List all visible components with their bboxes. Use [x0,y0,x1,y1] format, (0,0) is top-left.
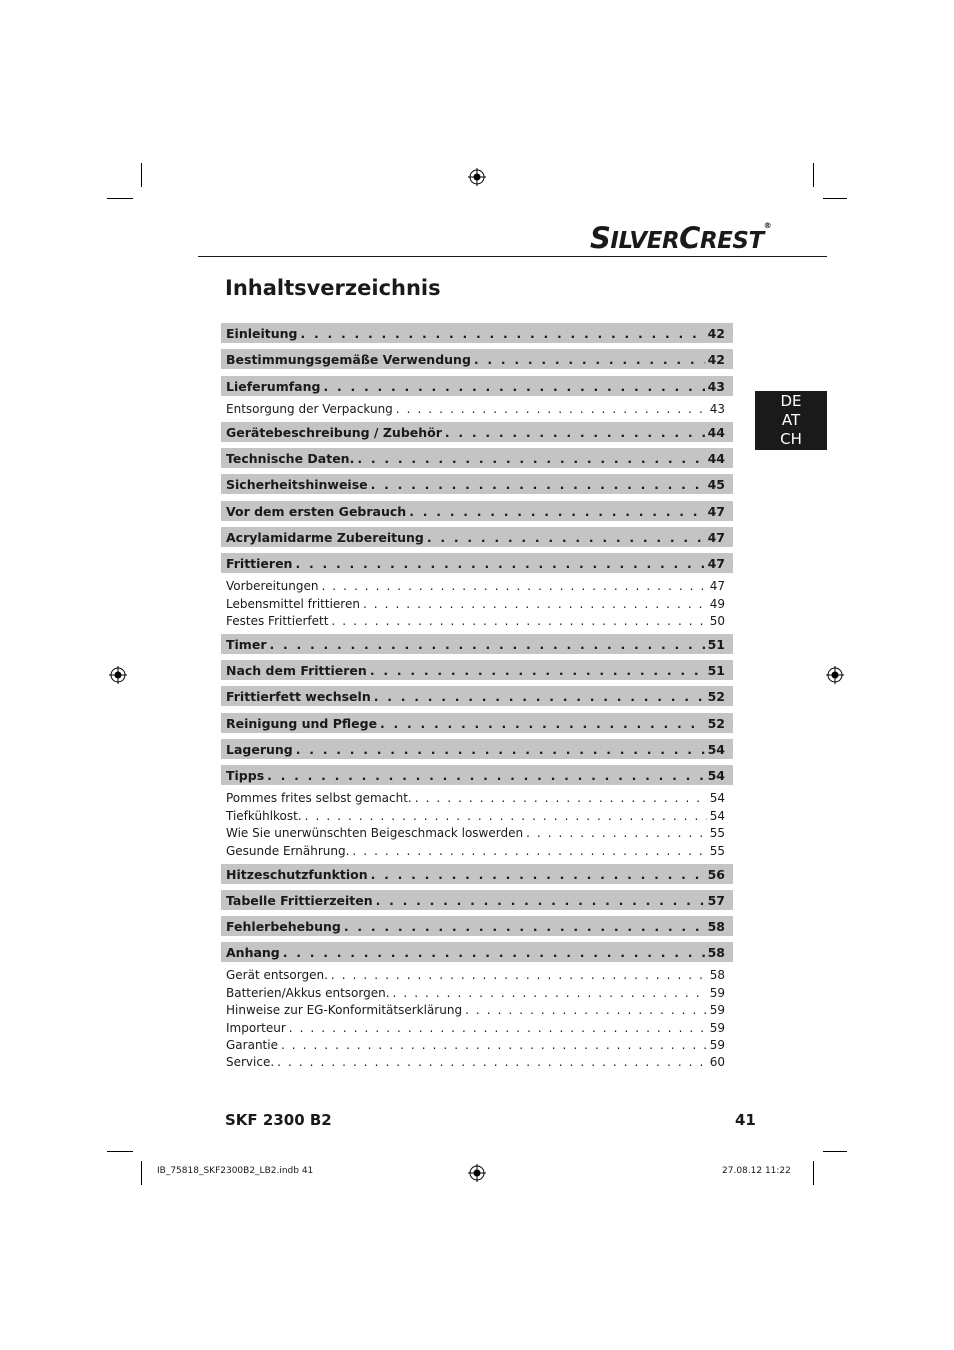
crop-mark [141,1161,142,1185]
toc-page-number: 55 [709,825,725,840]
toc-leader-dots [363,597,707,611]
toc-page-number: 42 [707,351,725,367]
toc-leader-dots [415,791,707,805]
toc-leader-dots [474,352,705,367]
toc-entry [221,323,733,343]
toc-label: Pommes frites selbst gemacht. [226,790,412,805]
toc-entry [221,527,733,547]
toc-page-number: 59 [709,985,725,1000]
toc-leader-dots [380,716,705,731]
toc-label: Vor dem ersten Gebrauch [226,503,407,519]
print-slug-date: 27.08.12 11:22 [722,1166,791,1176]
toc-subentry [221,824,733,841]
toc-page-number: 58 [707,944,725,960]
print-slug-file: IB_75818_SKF2300B2_LB2.indb 41 [157,1166,314,1176]
toc-entry [221,376,733,396]
toc-page-number: 58 [707,918,725,934]
toc-label: Gerätebeschreibung / Zubehör [226,424,442,440]
toc-subentry [221,789,733,806]
toc-entry [221,349,733,369]
toc-leader-dots [396,402,707,416]
crop-mark [823,1151,847,1152]
header-rule [198,256,827,257]
toc-leader-dots [321,579,706,593]
toc-label: Lagerung [226,741,293,757]
registration-mark-icon [468,168,486,186]
toc-entry [221,713,733,733]
toc-label: Frittieren [226,555,293,571]
toc-label: Lebensmittel frittieren [226,596,360,611]
toc-leader-dots [376,893,705,908]
toc-label: Wie Sie unerwünschten Beigeschmack loswerden [226,825,524,840]
toc-page-number: 56 [707,866,725,882]
toc-page-number: 44 [707,450,725,466]
model-number: SKF 2300 B2 [225,1111,332,1129]
toc-page-number: 52 [707,715,725,731]
toc-page-number: 47 [709,578,725,593]
toc-subentry [221,966,733,983]
toc-entry [221,501,733,521]
toc-entry [221,739,733,759]
toc-label: Vorbereitungen [226,578,319,593]
toc-entry [221,864,733,884]
toc-leader-dots [323,379,704,394]
toc-leader-dots [344,919,705,934]
toc-leader-dots [445,425,705,440]
toc-label: Gerät entsorgen. [226,967,328,982]
language-tab [755,391,827,450]
toc-page-number: 47 [707,555,725,571]
toc-label: Tipps [226,767,265,783]
toc-label: Batterien/Akkus entsorgen. [226,985,390,1000]
registration-mark-icon [109,666,127,684]
toc-leader-dots [281,1038,707,1052]
toc-leader-dots [409,504,704,519]
toc-label: Tiefkühlkost. [226,808,302,823]
toc-leader-dots [393,986,707,1000]
toc-label: Importeur [226,1020,286,1035]
toc-leader-dots [301,326,705,341]
toc-page-number: 43 [709,401,725,416]
toc-leader-dots [465,1003,707,1017]
toc-subentry [221,842,733,859]
toc-leader-dots [371,477,705,492]
toc-page-number: 42 [707,325,725,341]
toc-entry [221,890,733,910]
toc-page-number: 57 [707,892,725,908]
crop-mark [107,198,133,199]
toc-entry [221,765,733,785]
toc-entry [221,660,733,680]
language-code: CH [780,430,802,448]
toc-page-number: 58 [709,967,725,982]
toc-page-number: 52 [707,688,725,704]
crop-mark [823,198,847,199]
toc-label: Acrylamidarme Zubereitung [226,529,424,545]
toc-page-number: 44 [707,424,725,440]
toc-page-number: 49 [709,596,725,611]
toc-label: Lieferumfang [226,378,321,394]
toc-page-number: 60 [709,1054,725,1069]
toc-subentry [221,612,733,629]
toc-leader-dots [269,637,704,652]
toc-leader-dots [295,556,704,571]
toc-page-number: 45 [707,476,725,492]
toc-label: Nach dem Frittieren [226,662,367,678]
registration-mark-icon [468,1164,486,1182]
crop-mark [107,1151,133,1152]
language-code: AT [781,411,801,429]
toc-label: Anhang [226,944,280,960]
toc-label: Festes Frittierfett [226,613,329,628]
toc-page-number: 59 [709,1020,725,1035]
toc-label: Garantie [226,1037,278,1052]
toc-page-number: 51 [707,662,725,678]
toc-page-number: 51 [707,636,725,652]
crop-mark [141,163,142,187]
toc-page-number: 59 [709,1002,725,1017]
toc-label: Service. [226,1054,275,1069]
toc-label: Hinweise zur EG-Konformitätserklärung [226,1002,463,1017]
page-title: Inhaltsverzeichnis [225,276,441,300]
toc-page-number: 54 [707,741,725,757]
toc-page-number: 54 [709,808,725,823]
toc-subentry [221,1036,733,1053]
toc-page-number: 59 [709,1037,725,1052]
toc-page-number: 55 [709,843,725,858]
toc-subentry [221,1019,733,1036]
toc-entry [221,448,733,468]
toc-label: Frittierfett wechseln [226,688,371,704]
toc-subentry [221,1001,733,1018]
toc-label: Sicherheitshinweise [226,476,368,492]
toc-entry [221,422,733,442]
toc-subentry [221,400,733,417]
toc-page-number: 54 [709,790,725,805]
toc-entry [221,474,733,494]
toc-subentry [221,984,733,1001]
crop-mark [813,163,814,187]
toc-label: Gesunde Ernährung. [226,843,350,858]
toc-leader-dots [370,663,705,678]
toc-label: Einleitung [226,325,298,341]
toc-subentry [221,595,733,612]
toc-leader-dots [289,1021,707,1035]
toc-label: Tabelle Frittierzeiten [226,892,373,908]
language-code: DE [780,392,802,410]
toc-leader-dots [277,1055,707,1069]
toc-subentry [221,807,733,824]
toc-entry [221,942,733,962]
toc-label: Hitzeschutzfunktion [226,866,368,882]
toc-subentry [221,577,733,594]
toc-leader-dots [352,844,706,858]
toc-leader-dots [296,742,705,757]
toc-leader-dots [331,968,707,982]
toc-label: Fehlerbehebung [226,918,341,934]
toc-page-number: 47 [707,503,725,519]
toc-entry [221,686,733,706]
registration-mark-icon [826,666,844,684]
toc-entry [221,916,733,936]
crop-mark [813,1161,814,1185]
toc-entry [221,634,733,654]
toc-subentry [221,1053,733,1070]
toc-leader-dots [283,945,705,960]
toc-entry [221,553,733,573]
toc-leader-dots [374,689,705,704]
brand-logo: SILVERCREST® [590,221,772,255]
toc-leader-dots [357,451,704,466]
toc-leader-dots [267,768,704,783]
toc-page-number: 43 [707,378,725,394]
toc-label: Entsorgung der Verpackung [226,401,393,416]
toc-leader-dots [305,809,707,823]
page-number: 41 [735,1111,756,1129]
toc-label: Technische Daten. [226,450,355,466]
toc-label: Reinigung und Pflege [226,715,378,731]
toc-page-number: 50 [709,613,725,628]
toc-leader-dots [371,867,705,882]
toc-page-number: 47 [707,529,725,545]
toc-page-number: 54 [707,767,725,783]
toc-label: Timer [226,636,267,652]
toc-leader-dots [427,530,705,545]
toc-leader-dots [331,614,706,628]
toc-leader-dots [526,826,707,840]
toc-label: Bestimmungsgemäße Verwendung [226,351,471,367]
